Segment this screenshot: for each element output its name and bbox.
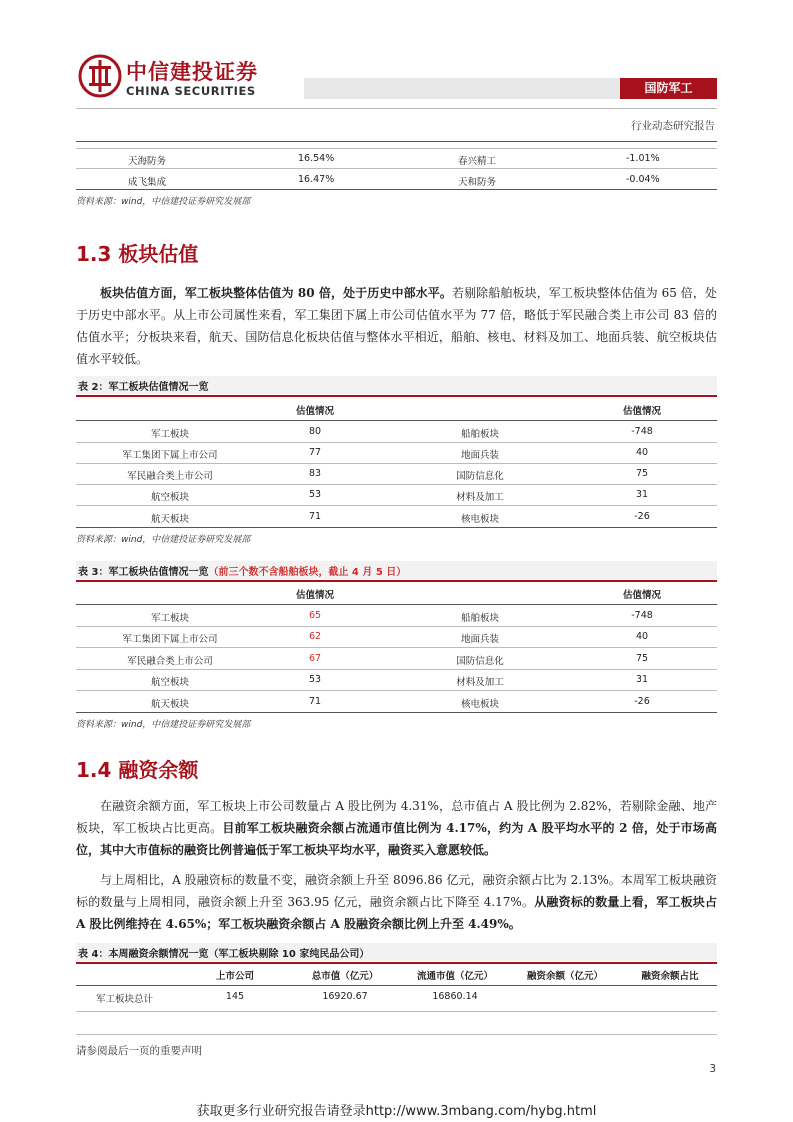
table-header: 流通市值（亿元） [416,971,493,982]
table-row-rule [76,505,717,506]
table-cell: 成飞集成 [128,177,167,188]
table-header: 融资余额占比 [641,971,699,982]
report-type: 行业动态研究报告 [631,120,715,132]
table-title: 表 2：军工板块估值情况一览 [78,382,209,393]
table-title-note: （前三个数不含船舶板块，截止 4 月 5 日） [208,567,407,578]
table-cell: 航天板块 [150,514,189,525]
table-cell: 75 [635,653,649,664]
table-cell: 80 [308,426,322,437]
paragraph-bold: 从融资标的数量上看，军工板块占 A 股比例维持在 4.65%；军工板块融资余额占 A 股融资余额比例上升至 4.49%。 [76,895,717,931]
table-cell: 国防信息化 [456,656,504,667]
table-cell: 航空板块 [150,677,189,688]
table-cell-highlight: 62 [308,631,322,642]
table-header-rule [76,604,717,605]
table-cell: 军民融合类上市公司 [127,471,213,482]
section-title: 1.4 融资余额 [76,758,199,782]
table-cell: 53 [308,489,322,500]
table-cell: 春兴精工 [458,156,497,167]
table-row-rule [76,647,717,648]
source-note: 资料来源：wind，中信建投证券研究发展部 [76,720,251,730]
table-header: 估值情况 [622,590,661,601]
table-rule [76,168,717,169]
table-cell: -0.04% [626,174,660,185]
table-cell: 53 [308,674,322,685]
paragraph [76,795,717,861]
table-cell: 31 [635,674,649,685]
table-top-rule [76,962,717,964]
table-row-rule [76,626,717,627]
table-row-rule [76,484,717,485]
table-row-rule [76,463,717,464]
table-header: 估值情况 [622,406,661,417]
table-header: 融资余额（亿元） [526,971,603,982]
table-top-rule [76,580,717,582]
table-title: 表 4：本周融资余额情况一览（军工板块剔除 10 家纯民品公司） [78,949,370,960]
table-cell: 船舶板块 [460,613,499,624]
table-cell: 天海防务 [128,156,167,167]
table-header-rule [76,985,717,986]
table-cell: 40 [635,447,649,458]
paragraph-bold: 板块估值方面，军工板块整体估值为 80 倍，处于历史中部水平。 [100,286,452,300]
table-cell: 16920.67 [322,991,368,1002]
paragraph-text: 若剔除船舶板块，军工板块整体估值为 65 倍，处于历史中部水平。从上市公司属性来看，军工集团下属上市公司估值水平为 77 倍，略低于军民融合类上市公司 83 倍的估值水平；分板块来看，航天、国防信息化板块估值与整体水平相近，船舶、核电、材料及加工、地面兵装、航空板块估值水平较低。 [76,286,717,366]
logo-chinese-name: 中信建投证券 [126,60,258,84]
table-cell: 核电板块 [460,514,499,525]
table-bottom-rule [76,527,717,528]
table-cell: 航天板块 [150,699,189,710]
table-cell: 材料及加工 [456,492,504,503]
table-cell: 16860.14 [432,991,478,1002]
source-note: 资料来源：wind，中信建投证券研究发展部 [76,197,251,207]
table-top-rule [76,395,717,397]
source-note: 资料来源：wind，中信建投证券研究发展部 [76,535,251,545]
table-row-rule [76,669,717,670]
table-cell: 83 [308,468,322,479]
table-cell: 军工板块 [150,613,189,624]
header-divider [76,108,717,109]
company-logo [78,54,258,104]
paragraph-text: 与上周相比，A 股融资标的数量不变，融资余额上升至 8096.86 亿元，融资余额占比为 2.13%。本周军工板块融资标的数量与上周相同，融资余额上升至 363.95 亿元，融资余额占比下降至 4.17%。 [76,873,717,909]
table-cell: 军工集团下属上市公司 [122,634,218,645]
table-cell: 145 [225,991,245,1002]
table-cell: 16.47% [298,174,335,185]
table-cell: -26 [634,511,650,522]
table-cell: 航空板块 [150,492,189,503]
table-cell: 40 [635,631,649,642]
section-title: 1.3 板块估值 [76,242,199,266]
table-cell: 军工板块总计 [96,994,154,1005]
table-rule [76,189,717,190]
paragraph-text: 在融资余额方面，军工板块上市公司数量占 A 股比例为 4.31%，总市值占 A 股比例为 2.82%，若剔除金融、地产板块，军工板块占比更高。 [76,799,717,835]
paragraph [76,282,717,370]
sector-tag: 国防军工 [620,78,717,99]
table-header-rule [76,420,717,421]
table-cell: 地面兵装 [460,450,499,461]
table-cell: 16.54% [298,153,335,164]
footer-rule [76,1034,717,1035]
page-number: 3 [709,1063,716,1075]
table-cell: 77 [308,447,322,458]
table-cell: 71 [308,696,322,707]
paragraph-bold: 目前军工板块融资余额占流通市值比例为 4.17%，约为 A 股平均水平的 2 倍，处于市场高位，其中大市值标的融资比例普遍低于军工板块平均水平，融资买入意愿较低。 [76,821,717,857]
table-row-rule [76,442,717,443]
table-cell: -748 [631,426,653,437]
table-cell: -1.01% [626,153,660,164]
table-cell: 军工集团下属上市公司 [122,450,218,461]
table-cell: 国防信息化 [456,471,504,482]
table-cell: 船舶板块 [460,429,499,440]
table-title-text: 表 3：军工板块估值情况一览 [78,567,209,578]
table-rule [76,148,717,149]
table-header: 估值情况 [295,406,334,417]
table-row-rule [76,690,717,691]
disclaimer-note: 请参阅最后一页的重要声明 [76,1045,202,1057]
table-row-rule [76,1011,717,1012]
table-cell: 核电板块 [460,699,499,710]
citic-logo-icon [78,54,122,98]
paragraph [76,869,717,935]
table-cell: 军民融合类上市公司 [127,656,213,667]
table-cell: 材料及加工 [456,677,504,688]
table-cell: 地面兵装 [460,634,499,645]
table-header: 总市值（亿元） [311,971,379,982]
table-bottom-rule [76,712,717,713]
table-title [78,563,406,578]
table-cell: 75 [635,468,649,479]
table-header: 估值情况 [295,590,334,601]
table-cell: 71 [308,511,322,522]
table-cell: 天和防务 [458,177,497,188]
promo-link[interactable]: 获取更多行业研究报告请登录http://www.3mbang.com/hybg.html [196,1104,597,1119]
table-cell: -748 [631,610,653,621]
table-cell: 军工板块 [150,429,189,440]
table-header: 上市公司 [215,971,254,982]
header-rule [76,141,717,142]
logo-english-name: CHINA SECURITIES [126,84,256,98]
table-cell-highlight: 67 [308,653,322,664]
table-cell: -26 [634,696,650,707]
table-cell: 31 [635,489,649,500]
table-cell-highlight: 65 [308,610,322,621]
